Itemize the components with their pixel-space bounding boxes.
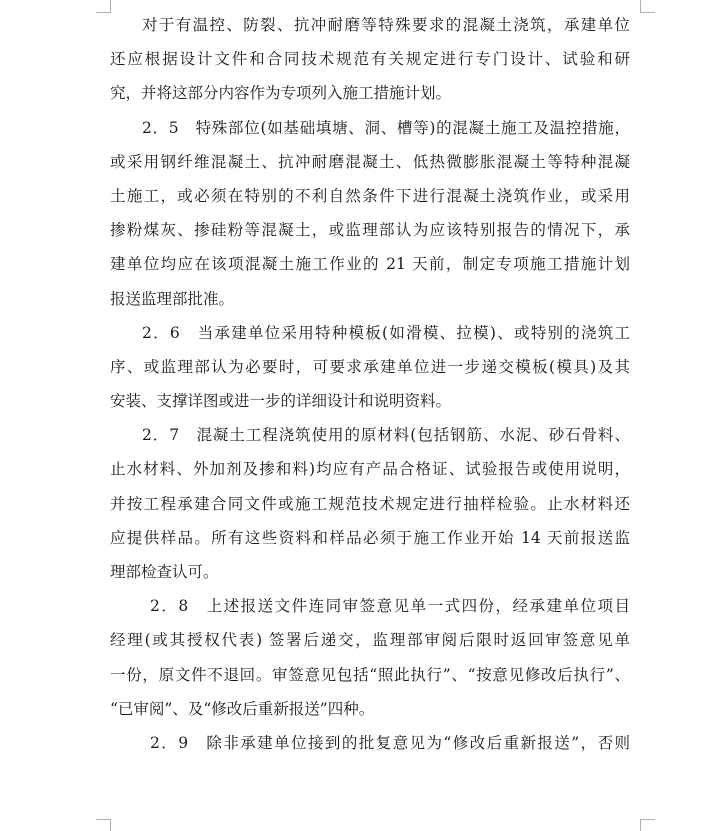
text-line: 2．9 除非承建单位接到的批复意见为“修改后重新报送”，否则: [150, 733, 630, 752]
text-line: 报送监理部批准。: [110, 289, 235, 308]
text-line: 2．6 当承建单位采用特种模板(如滑模、拉模)、或特别的浇筑工: [142, 323, 630, 342]
text-line: 2．8 上述报送文件连同审签意见单一式四份，经承建单位项目: [150, 597, 630, 616]
paragraph-2-9: [110, 726, 630, 760]
paragraph-2-5: [110, 111, 630, 316]
corner-mark-top-left: [96, 0, 111, 13]
paragraph-2-7: [110, 418, 630, 589]
text-line: 理部检查认可。: [110, 563, 219, 581]
text-line: 并按工程承建合同文件或施工规范技术规定进行抽样检验。止水材料还: [110, 494, 630, 513]
text-line: 掺粉煤灰、掺硅粉等混凝土，或监理部认为应该特别报告的情况下，承: [110, 221, 630, 240]
text-line: 2．7 混凝土工程浇筑使用的原材料(包括钢筋、水泥、砂石骨料、: [142, 426, 630, 445]
text-line: 土施工，或必须在特别的不利自然条件下进行混凝土浇筑作业，或采用: [110, 186, 630, 205]
text-line: 经理(或其授权代表) 签署后递交，监理部审阅后限时返回审签意见单: [110, 631, 630, 650]
text-line: 安装、支撑详图或进一步的详细设计和说明资料。: [110, 392, 452, 411]
text-line: 应提供样品。所有这些资料和样品必须于施工作业开始 14 天前报送监: [110, 528, 630, 547]
text-line: 建单位均应在该项混凝土施工作业的 21 天前，制定专项施工措施计划: [110, 255, 630, 274]
text-line: 对于有温控、防裂、抗冲耐磨等特殊要求的混凝土浇筑，承建单位: [142, 16, 630, 34]
text-line: 2．5 特殊部位(如基础填塘、洞、槽等)的混凝土施工及温控措施，: [142, 118, 630, 137]
text-line: 止水材料、外加剂及掺和料)均应有产品合格证、试验报告或使用说明，: [110, 460, 630, 479]
text-line: 一份，原文件不退回。审签意见包括“照此执行”、“按意见修改后执行”、: [110, 665, 630, 684]
text-column: [110, 8, 630, 760]
text-line: 还应根据设计文件和合同技术规范有关规定进行专门设计、试验和研: [110, 50, 630, 69]
paragraph-intro: [110, 8, 630, 111]
paragraph-2-8: [110, 589, 630, 726]
text-line: 或采用钢纤维混凝土、抗冲耐磨混凝土、低热微膨胀混凝土等特种混凝: [110, 152, 630, 171]
text-line: “已审阅”、及“修改后重新报送”四种。: [110, 699, 375, 718]
text-line: 序、或监理部认为必要时，可要求承建单位进一步递交模板(模具)及其: [110, 357, 630, 376]
text-line: 究，并将这部分内容作为专项列入施工措施计划。: [110, 84, 452, 103]
corner-mark-bottom-left: [96, 819, 111, 831]
corner-mark-bottom-right: [640, 819, 655, 831]
corner-mark-top-right: [640, 0, 655, 13]
paragraph-2-6: [110, 316, 630, 419]
